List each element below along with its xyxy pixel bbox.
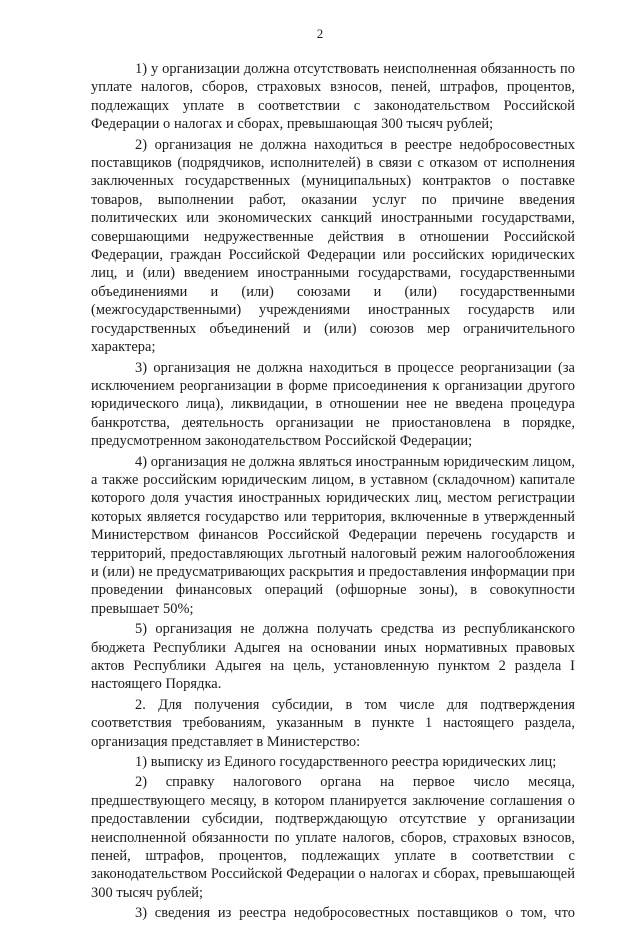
paragraph-requirement-3: 3) организация не должна находиться в процессе реорганизации (за исключением реорганизации в форме присоединения к организации другого юридического лица), ликвидации, в отношении нее не введена процедура банкротства, деятельность организации не приостановлена в порядке, предусмотренном законодательством Российской Федерации; <box>91 359 575 450</box>
paragraph-requirement-1: 1) у организации должна отсутствовать неисполненная обязанность по уплате налогов, сборов, страховых взносов, пеней, штрафов, процентов, подлежащих уплате в соответствии с законодательством Российской Федерации о налогах и сборах, превышающая 300 тысяч рублей; <box>91 61 575 133</box>
paragraph-document-3: 3) сведения из реестра недобросовестных поставщиков о том, что <box>135 905 575 922</box>
paragraph-requirement-2: 2) организация не должна находиться в реестре недобросовестных поставщиков (подрядчиков, исполнителей) в связи с отказом от исполнения заключенных государственных (муниципальных) контрактов о поставке товаров, выполнении работ, оказании услуг по причине введения политических или экономических санкций иностранными государствами, совершающими недружественные действия в отношении Российской Федерации, граждан Российской Федерации или российских юридических лиц, и (или) введением иностранными государствами, государственными объединениями и (или) союзами и (или) государственными (межгосударственными) учреждениями иностранных государств или государственных объединений и (или) союзов мер ограничительного характера; <box>91 136 575 356</box>
paragraph-document-1: 1) выписку из Единого государственного реестра юридических лиц; <box>135 754 557 771</box>
paragraph-requirement-5: 5) организация не должна получать средства из республиканского бюджета Республики Адыгея на основании иных нормативных правовых актов Республики Адыгея на цель, установленную пунктом 2 раздела I настоящего Порядка. <box>91 621 575 693</box>
paragraph-document-2: 2) справку налогового органа на первое число месяца, предшествующего месяцу, в котором планируется заключение соглашения о предоставлении субсидии, подтверждающую отсутствие у организации неисполненной обязанности по уплате налогов, сборов, страховых взносов, пеней, штрафов, процентов, подлежащих уплате в соответствии с законодательством Российской Федерации о налогах и сборах, превышающей 300 тысяч рублей; <box>91 774 575 901</box>
page-number: 2 <box>316 26 324 41</box>
paragraph-section-2: 2. Для получения субсидии, в том числе для подтверждения соответствия требованиям, указанным в пункте 1 настоящего раздела, организация представляет в Министерство: <box>91 696 575 750</box>
document-body <box>91 60 575 925</box>
paragraph-requirement-4: 4) организация не должна являться иностранным юридическим лицом, а также российским юридическим лицом, в уставном (складочном) капитале которого доля участия иностранных юридических лиц, местом регистрации которых является государство или территория, включенные в утвержденный Министерством финансов Российской Федерации перечень государств и территорий, предоставляющих льготный налоговый режим налогообложения и (или) не предусматривающих раскрытия и предоставления информации при проведении финансовых операций (офшорные зоны), в совокупности превышает 50%; <box>91 453 575 617</box>
